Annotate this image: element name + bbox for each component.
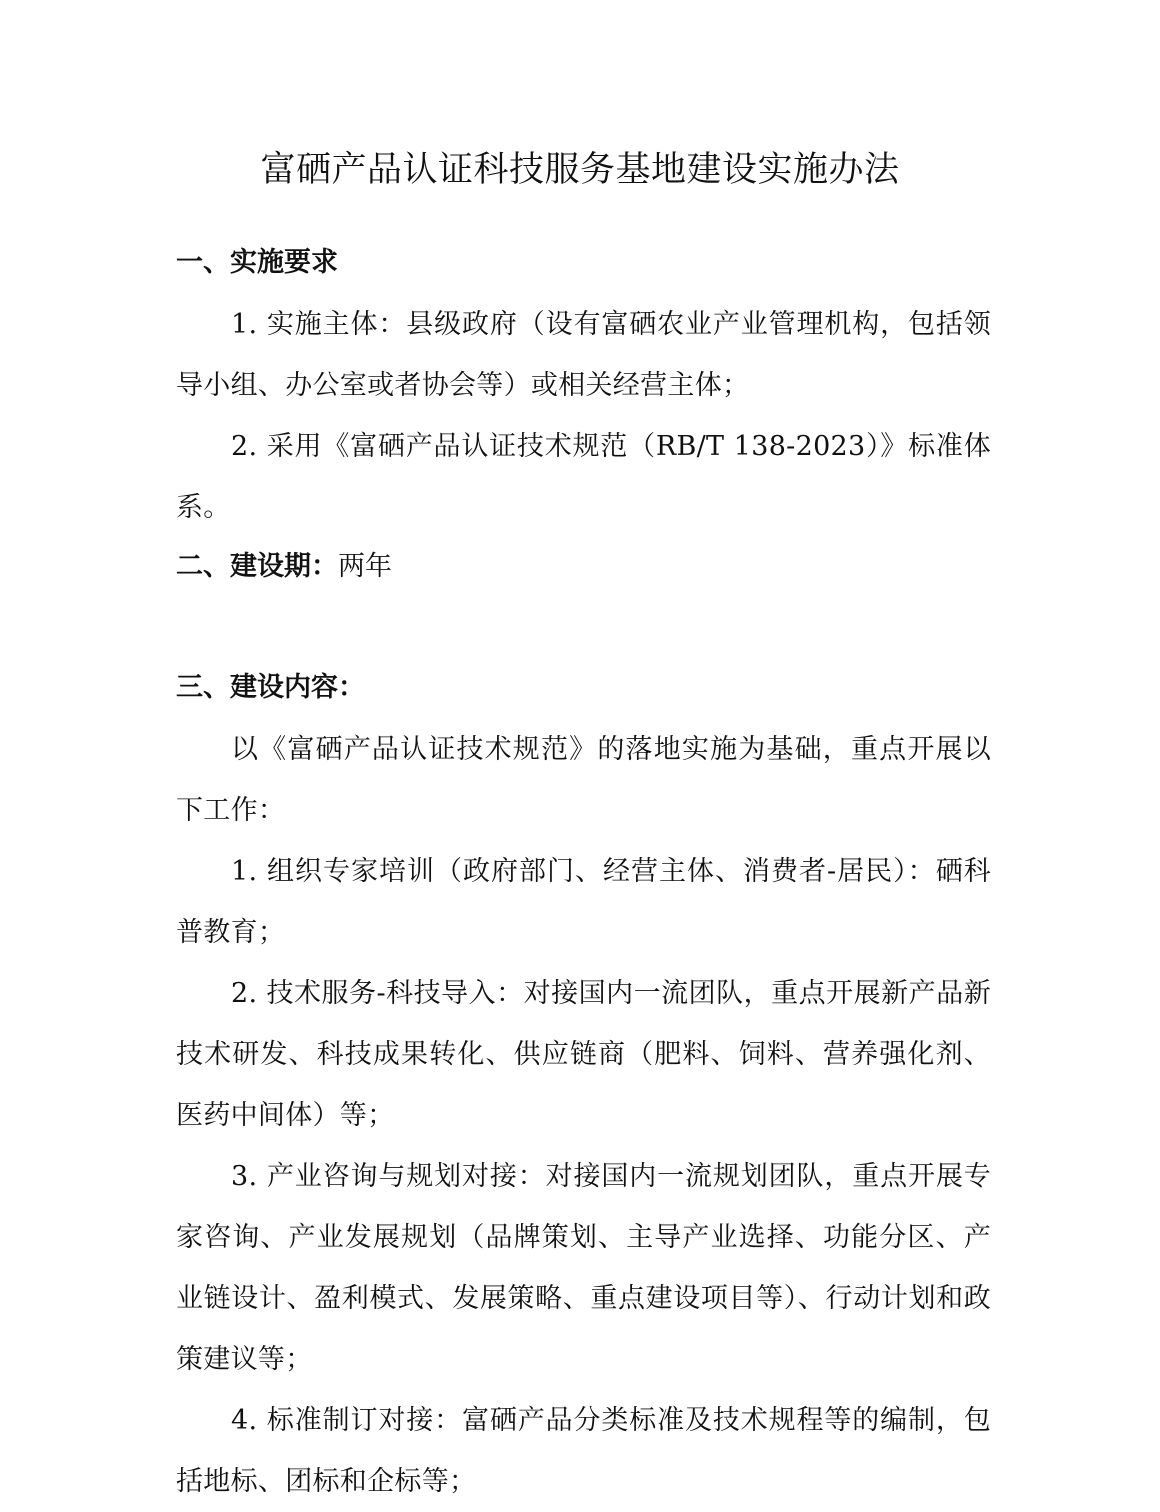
section-3-item-4: 4. 标准制订对接：富硒产品分类标准及技术规程等的编制，包括地标、团标和企标等； bbox=[176, 1405, 991, 1497]
section-3-item-3: 3. 产业咨询与规划对接：对接国内一流规划团队，重点开展专家咨询、产业发展规划（品牌策划、主导产业选择、功能分区、产业链设计、盈利模式、发展策略、重点建设项目等）、行动计划和政策建议等； bbox=[176, 1161, 991, 1375]
section-1-item-1: 1. 实施主体：县级政府（设有富硒农业产业管理机构，包括领导小组、办公室或者协会等）或相关经营主体； bbox=[176, 309, 991, 401]
section-1-heading: 一、实施要求 bbox=[176, 247, 338, 278]
section-3-item-1: 1. 组织专家培训（政府部门、经营主体、消费者-居民）：硒科普教育； bbox=[176, 856, 991, 948]
section-2-label: 二、建设期： bbox=[176, 551, 338, 582]
section-3-intro: 以《富硒产品认证技术规范》的落地实施为基础，重点开展以下工作： bbox=[176, 734, 991, 826]
section-2-heading bbox=[176, 547, 392, 587]
document-title: 富硒产品认证科技服务基地建设实施办法 bbox=[260, 150, 900, 190]
section-3-item-2: 2. 技术服务-科技导入：对接国内一流团队，重点开展新产品新技术研发、科技成果转化、供应链商（肥料、饲料、营养强化剂、医药中间体）等； bbox=[176, 978, 991, 1131]
section-3-heading: 三、建设内容： bbox=[176, 672, 365, 703]
section-2-value: 两年 bbox=[338, 551, 392, 582]
section-1-item-2: 2. 采用《富硒产品认证技术规范（RB/T 138-2023）》标准体系。 bbox=[176, 431, 991, 523]
